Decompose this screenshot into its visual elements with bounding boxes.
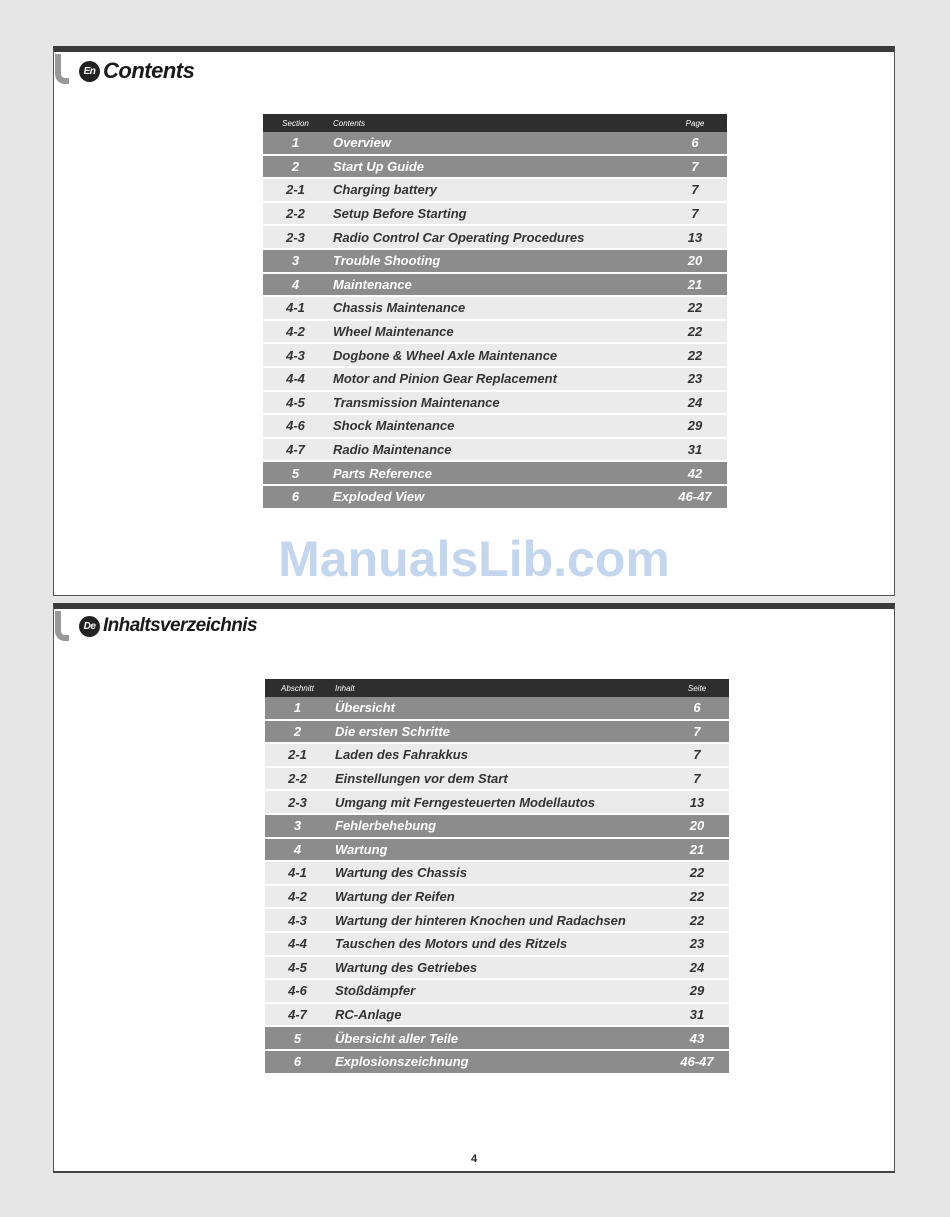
toc-page-number: 43 <box>689 1030 705 1046</box>
toc-section-number: 2 <box>293 723 302 739</box>
toc-row[interactable] <box>263 415 727 439</box>
toc-section-number: 5 <box>293 1030 302 1046</box>
toc-page-number: 21 <box>687 276 703 292</box>
toc-row[interactable] <box>265 744 729 768</box>
toc-entry-title: Einstellungen vor dem Start <box>335 771 508 787</box>
toc-section-number: 4-2 <box>286 324 305 340</box>
language-badge-de: De <box>79 616 100 637</box>
toc-page-number: 6 <box>693 700 701 716</box>
toc-row[interactable] <box>263 439 727 463</box>
toc-entry-title: Tauschen des Motors und des Ritzels <box>335 936 568 952</box>
toc-entry-title: Shock Maintenance <box>333 418 455 434</box>
toc-entry-title: Laden des Fahrakkus <box>335 747 468 763</box>
toc-page-number: 31 <box>687 442 703 458</box>
toc-row[interactable] <box>265 697 729 721</box>
toc-row[interactable] <box>265 909 729 933</box>
toc-section-number: 4-5 <box>288 959 307 975</box>
page-title-de: Inhaltsverzeichnis <box>103 615 257 636</box>
column-header-section: Abschnitt <box>281 683 314 693</box>
toc-page-number: 20 <box>689 818 705 834</box>
language-badge-en: En <box>79 61 100 82</box>
toc-page-number: 7 <box>691 206 699 222</box>
toc-entry-title: Overview <box>333 135 391 151</box>
toc-row[interactable] <box>265 791 729 815</box>
toc-section-number: 5 <box>291 465 300 481</box>
toc-row[interactable] <box>263 250 727 274</box>
toc-row[interactable] <box>265 768 729 792</box>
toc-section-number: 4-3 <box>286 347 305 363</box>
toc-page-number: 42 <box>687 465 703 481</box>
toc-section-number: 4-2 <box>288 889 307 905</box>
toc-page-number: 7 <box>693 723 701 739</box>
toc-page-number: 7 <box>691 182 699 198</box>
toc-row[interactable] <box>263 321 727 345</box>
toc-row[interactable] <box>265 815 729 839</box>
toc-page-number: 22 <box>689 912 705 928</box>
toc-page-number: 22 <box>687 324 703 340</box>
toc-section-number: 2-1 <box>288 747 307 763</box>
toc-page-number: 24 <box>689 959 705 975</box>
toc-entry-title: Stoßdämpfer <box>335 983 416 999</box>
toc-page-number: 6 <box>691 135 699 151</box>
toc-row[interactable] <box>263 297 727 321</box>
toc-entry-title: Übersicht aller Teile <box>335 1030 459 1046</box>
toc-entry-title: Chassis Maintenance <box>333 300 466 316</box>
toc-entry-title: Die ersten Schritte <box>335 723 450 739</box>
toc-header-en <box>263 114 727 132</box>
toc-section-number: 4-1 <box>286 300 305 316</box>
column-header-contents: Contents <box>333 118 366 128</box>
toc-rows-en <box>263 132 727 510</box>
toc-section-number: 3 <box>291 253 300 269</box>
toc-page-number: 23 <box>687 371 703 387</box>
toc-row[interactable] <box>263 392 727 416</box>
toc-row[interactable] <box>265 839 729 863</box>
column-header-page: Seite <box>687 683 707 693</box>
toc-page-number: 22 <box>689 865 705 881</box>
toc-entry-title: Exploded View <box>333 489 425 505</box>
toc-section-number: 6 <box>293 1054 302 1070</box>
toc-section-number: 4-4 <box>286 371 305 387</box>
toc-entry-title: Transmission Maintenance <box>333 394 500 410</box>
toc-page-number: 13 <box>687 229 703 245</box>
toc-row[interactable] <box>263 368 727 392</box>
toc-page-number: 13 <box>689 794 705 810</box>
toc-page-number: 22 <box>687 347 703 363</box>
toc-row[interactable] <box>265 1051 729 1075</box>
toc-row[interactable] <box>263 462 727 486</box>
english-header <box>79 58 194 84</box>
toc-entry-title: Radio Maintenance <box>333 442 452 458</box>
toc-section-number: 3 <box>293 818 302 834</box>
toc-entry-title: Explosionszeichnung <box>335 1054 469 1070</box>
section-tab-marker <box>55 54 69 84</box>
toc-row[interactable] <box>265 862 729 886</box>
toc-entry-title: Wartung der Reifen <box>335 889 455 905</box>
toc-section-number: 4 <box>293 841 302 857</box>
toc-section-number: 4-6 <box>288 983 307 999</box>
toc-page-number: 29 <box>689 983 705 999</box>
toc-section-number: 4-4 <box>288 936 307 952</box>
section-tab-marker <box>55 611 69 641</box>
toc-page-number: 7 <box>693 771 701 787</box>
toc-row[interactable] <box>263 203 727 227</box>
toc-entry-title: Fehlerbehebung <box>335 818 437 834</box>
toc-entry-title: Trouble Shooting <box>333 253 441 269</box>
toc-row[interactable] <box>263 486 727 510</box>
column-header-section: Section <box>282 118 309 128</box>
german-contents-panel <box>53 603 895 1173</box>
toc-row[interactable] <box>265 933 729 957</box>
toc-row[interactable] <box>265 980 729 1004</box>
toc-page-number: 46-47 <box>678 489 712 505</box>
toc-row[interactable] <box>265 886 729 910</box>
toc-entry-title: Radio Control Car Operating Procedures <box>333 229 585 245</box>
toc-section-number: 4-3 <box>288 912 307 928</box>
toc-section-number: 4-5 <box>286 394 305 410</box>
toc-entry-title: Wartung <box>335 841 388 857</box>
toc-row[interactable] <box>265 1027 729 1051</box>
column-header-page: Page <box>685 118 705 128</box>
toc-section-number: 1 <box>291 135 300 151</box>
toc-section-number: 4-7 <box>288 1007 307 1023</box>
toc-page-number: 21 <box>689 841 705 857</box>
toc-page-number: 7 <box>691 158 699 174</box>
toc-row[interactable] <box>263 156 727 180</box>
toc-entry-title: Motor and Pinion Gear Replacement <box>333 371 557 387</box>
toc-entry-title: Dogbone & Wheel Axle Maintenance <box>333 347 558 363</box>
toc-table-de <box>265 679 729 1075</box>
toc-page-number: 23 <box>689 936 705 952</box>
toc-page-number: 29 <box>687 418 703 434</box>
toc-entry-title: Umgang mit Ferngesteuerten Modellautos <box>335 794 596 810</box>
toc-table-en <box>263 114 727 510</box>
toc-entry-title: Übersicht <box>335 700 395 716</box>
toc-rows-de <box>265 697 729 1075</box>
toc-page-number: 7 <box>693 747 701 763</box>
toc-page-number: 24 <box>687 394 703 410</box>
toc-entry-title: Maintenance <box>333 276 412 292</box>
toc-section-number: 2-1 <box>286 182 305 198</box>
toc-section-number: 2 <box>291 158 300 174</box>
toc-entry-title: Wartung der hinteren Knochen und Radachsen <box>335 912 626 928</box>
toc-page-number: 31 <box>689 1007 705 1023</box>
toc-row[interactable] <box>265 1004 729 1028</box>
toc-header-de <box>265 679 729 697</box>
toc-section-number: 6 <box>291 489 300 505</box>
toc-entry-title: Wartung des Chassis <box>335 865 467 881</box>
toc-row[interactable] <box>265 721 729 745</box>
toc-section-number: 1 <box>293 700 302 716</box>
german-header <box>79 615 257 637</box>
toc-page-number: 22 <box>689 889 705 905</box>
toc-page-number: 22 <box>687 300 703 316</box>
toc-section-number: 2-3 <box>286 229 305 245</box>
toc-row[interactable] <box>263 179 727 203</box>
toc-entry-title: RC-Anlage <box>335 1007 402 1023</box>
toc-entry-title: Start Up Guide <box>333 158 425 174</box>
toc-section-number: 2-2 <box>286 206 305 222</box>
toc-section-number: 2-2 <box>288 771 307 787</box>
toc-entry-title: Wartung des Getriebes <box>335 959 478 975</box>
page-title-en: Contents <box>103 58 195 83</box>
toc-row[interactable] <box>263 132 727 156</box>
toc-section-number: 4-7 <box>286 442 305 458</box>
toc-page-number: 20 <box>687 253 703 269</box>
toc-row[interactable] <box>263 344 727 368</box>
page-number: 4 <box>470 1153 478 1165</box>
toc-entry-title: Charging battery <box>333 182 438 198</box>
toc-row[interactable] <box>263 226 727 250</box>
column-header-contents: Inhalt <box>335 683 355 693</box>
toc-row[interactable] <box>263 274 727 298</box>
toc-entry-title: Setup Before Starting <box>333 206 467 222</box>
toc-page-number: 46-47 <box>680 1054 714 1070</box>
toc-section-number: 2-3 <box>288 794 307 810</box>
toc-section-number: 4 <box>291 276 300 292</box>
toc-section-number: 4-6 <box>286 418 305 434</box>
watermark: ManualsLib.com <box>278 531 670 587</box>
english-contents-panel <box>53 46 895 596</box>
toc-entry-title: Parts Reference <box>333 465 432 481</box>
toc-row[interactable] <box>265 957 729 981</box>
toc-section-number: 4-1 <box>288 865 307 881</box>
toc-entry-title: Wheel Maintenance <box>333 324 454 340</box>
